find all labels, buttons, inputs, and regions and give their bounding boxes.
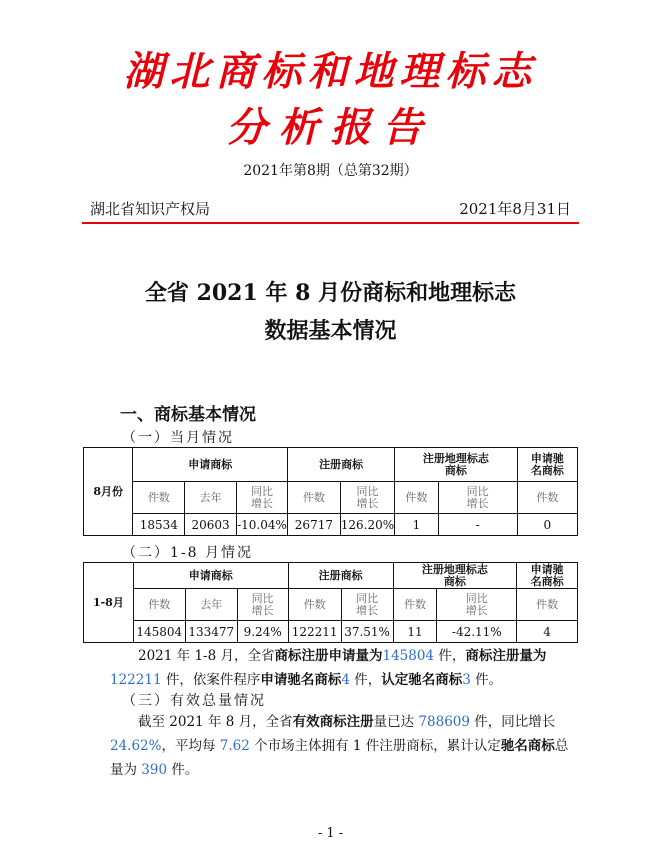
cell-famous-count: 0 bbox=[517, 514, 577, 536]
doc-heading-line2: 数据基本情况 bbox=[264, 318, 397, 344]
cell-apply-last-year: 20603 bbox=[185, 514, 237, 536]
paragraph-valid-total: 截至 2021 年 8 月，全省有效商标注册量已达 788609 件，同比增长 24.62%，平均每 7.62 个市场主体拥有 1 件注册商标，累计认定驰名商标总量为 390 件。 bbox=[110, 714, 569, 778]
issuer: 湖北省知识产权局 bbox=[90, 200, 211, 218]
subsection-valid-total: （三）有效总量情况 bbox=[122, 693, 266, 709]
hdr-count: 件数 bbox=[133, 482, 185, 514]
cell-register-yoy: 37.51% bbox=[341, 621, 393, 643]
hdr-yoy: 同比 增长 bbox=[237, 482, 288, 514]
col-geo: 注册地理标志 商标 bbox=[395, 448, 517, 482]
doc-heading-line1: 全省 2021 年 8 月份商标和地理标志 bbox=[144, 280, 517, 306]
paragraph-ytd-summary: 2021 年 1-8 月，全省商标注册申请量为145804 件，商标注册量为122211 件，依案件程序申请驰名商标4 件，认定驰名商标3 件。 bbox=[110, 648, 547, 688]
hdr-yoy: 同比 增长 bbox=[438, 482, 517, 514]
cell-register-yoy: 126.20% bbox=[340, 514, 394, 536]
hdr-count: 件数 bbox=[517, 482, 577, 514]
subsection-ytd: （二）1-8 月情况 bbox=[122, 545, 253, 561]
section-heading-trademark: 一、商标基本情况 bbox=[120, 405, 256, 425]
cell-apply-count: 145804 bbox=[133, 621, 185, 643]
hdr-count: 件数 bbox=[393, 589, 437, 621]
hdr-count: 件数 bbox=[133, 589, 185, 621]
hdr-yoy: 同比 增长 bbox=[237, 589, 288, 621]
row-label: 1-8月 bbox=[84, 563, 134, 643]
cell-geo-count: 11 bbox=[393, 621, 437, 643]
report-title-line1: 湖北商标和地理标志 bbox=[123, 48, 538, 95]
col-register: 注册商标 bbox=[288, 563, 393, 589]
col-famous: 申请驰 名商标 bbox=[517, 448, 577, 482]
hdr-count: 件数 bbox=[288, 589, 341, 621]
ytd-stats-table bbox=[83, 562, 578, 643]
hdr-yoy: 同比 增长 bbox=[437, 589, 517, 621]
cell-geo-yoy: -42.11% bbox=[437, 621, 517, 643]
col-famous: 申请驰 名商标 bbox=[517, 563, 578, 589]
hdr-yoy: 同比 增长 bbox=[341, 589, 393, 621]
hdr-count: 件数 bbox=[517, 589, 578, 621]
month-stats-table bbox=[83, 447, 578, 536]
hdr-count: 件数 bbox=[395, 482, 439, 514]
cell-geo-count: 1 bbox=[395, 514, 439, 536]
cell-apply-last-year: 133477 bbox=[185, 621, 237, 643]
cell-apply-count: 18534 bbox=[133, 514, 185, 536]
subsection-current-month: （一）当月情况 bbox=[122, 430, 234, 446]
hdr-last-year: 去年 bbox=[185, 482, 237, 514]
page-number: - 1 - bbox=[317, 826, 344, 841]
cell-apply-yoy: -10.04% bbox=[237, 514, 288, 536]
cell-register-count: 122211 bbox=[288, 621, 341, 643]
col-register: 注册商标 bbox=[288, 448, 395, 482]
row-label: 8月份 bbox=[84, 448, 133, 536]
hdr-last-year: 去年 bbox=[185, 589, 237, 621]
issue-number: 2021年第8期（总第32期） bbox=[243, 163, 418, 179]
cell-apply-yoy: 9.24% bbox=[237, 621, 288, 643]
hdr-count: 件数 bbox=[288, 482, 341, 514]
report-title-line2: 分析报告 bbox=[226, 104, 435, 151]
hdr-yoy: 同比 增长 bbox=[340, 482, 394, 514]
cell-geo-yoy: - bbox=[438, 514, 517, 536]
header-divider bbox=[82, 222, 579, 224]
col-geo: 注册地理标志 商标 bbox=[393, 563, 517, 589]
col-apply: 申请商标 bbox=[133, 563, 288, 589]
issue-date: 2021年8月31日 bbox=[459, 200, 571, 218]
cell-famous-count: 4 bbox=[517, 621, 578, 643]
cell-register-count: 26717 bbox=[288, 514, 341, 536]
col-apply: 申请商标 bbox=[133, 448, 288, 482]
